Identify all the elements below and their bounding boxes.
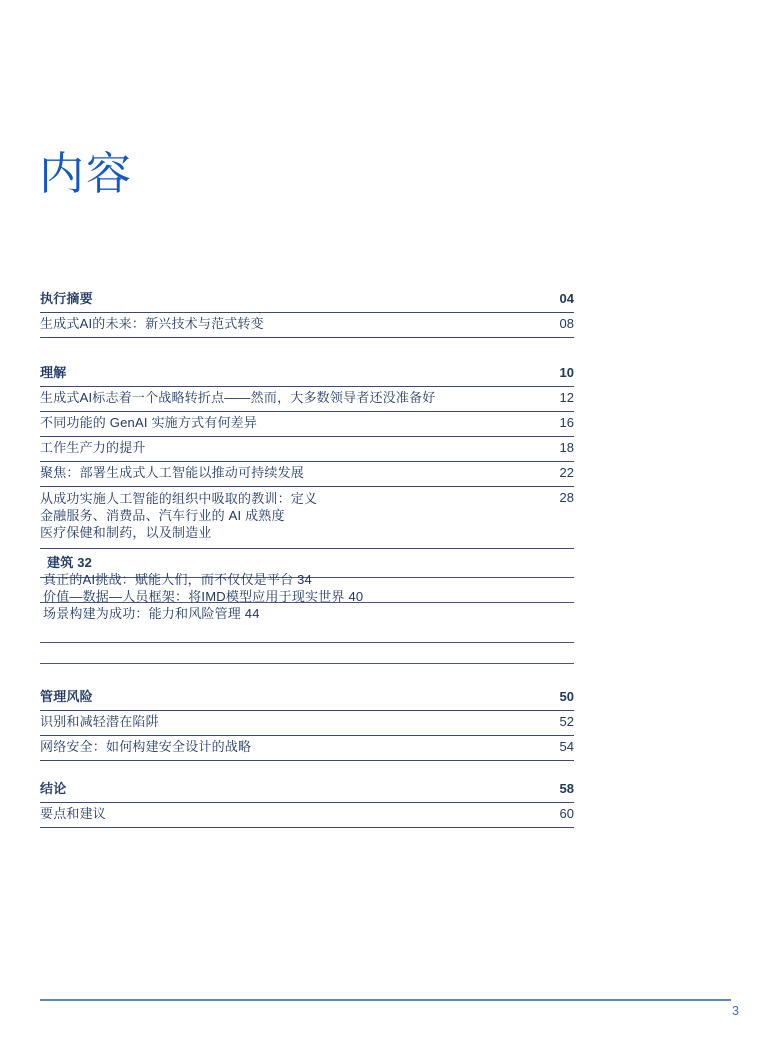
divider bbox=[40, 642, 574, 643]
toc-entry-page: 22 bbox=[559, 465, 574, 480]
toc-entry[interactable]: 场景构建为成功：能力和风险管理 44 bbox=[43, 606, 260, 621]
toc-entry-page: 28 bbox=[559, 490, 574, 505]
toc-entry[interactable] bbox=[40, 487, 574, 549]
toc-entry[interactable] bbox=[40, 313, 574, 338]
toc-entry-page: 12 bbox=[559, 390, 574, 405]
footer-divider bbox=[40, 999, 731, 1001]
toc-entry[interactable] bbox=[40, 387, 574, 412]
toc-entry-label: 识别和减轻潜在陷阱 bbox=[40, 714, 159, 729]
toc-entry-label: 工作生产力的提升 bbox=[40, 440, 146, 455]
toc-entry[interactable] bbox=[40, 288, 574, 313]
toc-entry-label-line: 金融服务、消费品、汽车行业的 AI 成熟度 bbox=[40, 508, 285, 523]
toc-group-understanding bbox=[40, 362, 574, 549]
toc-entry-label: 网络安全：如何构建安全设计的战略 bbox=[40, 739, 252, 754]
toc-entry-page: 52 bbox=[559, 714, 574, 729]
divider bbox=[40, 663, 574, 664]
toc-entry[interactable] bbox=[40, 362, 574, 387]
toc-entry[interactable] bbox=[40, 462, 574, 487]
toc-entry-label: 结论 bbox=[40, 781, 67, 796]
toc-entry-label-line: 医疗保健和制药，以及制造业 bbox=[40, 525, 212, 540]
toc-entry-label: 管理风险 bbox=[40, 689, 93, 704]
toc-entry[interactable]: 建筑 32 bbox=[47, 555, 93, 570]
toc-entry-page: 54 bbox=[559, 739, 574, 754]
toc-entry-label: 要点和建议 bbox=[40, 806, 107, 821]
toc-entry-label bbox=[40, 490, 317, 541]
toc-entry-page: 04 bbox=[559, 291, 574, 306]
toc-entry-label: 不同功能的 GenAI 实施方式有何差异 bbox=[40, 415, 258, 430]
toc-entry[interactable] bbox=[40, 412, 574, 437]
toc-entry-label: 执行摘要 bbox=[40, 291, 93, 306]
toc-entry[interactable] bbox=[40, 736, 574, 761]
toc-group-building bbox=[40, 554, 574, 666]
toc-entry-page: 10 bbox=[559, 365, 574, 380]
toc-entry-label-line: 从成功实施人工智能的组织中吸取的教训：定义 bbox=[40, 491, 318, 506]
toc-entry-page: 16 bbox=[559, 415, 574, 430]
toc-entry-page: 08 bbox=[559, 316, 574, 331]
toc-entry[interactable] bbox=[40, 686, 574, 711]
toc-entry[interactable] bbox=[40, 437, 574, 462]
toc-entry-page: 60 bbox=[559, 806, 574, 821]
page-number: 3 bbox=[732, 1004, 739, 1018]
toc-entry[interactable] bbox=[40, 803, 574, 828]
toc-entry-label: 理解 bbox=[40, 365, 67, 380]
toc-entry[interactable]: 真正的AI挑战：赋能人们，而不仅仅是平台 34 bbox=[43, 572, 312, 587]
toc-entry-page: 18 bbox=[559, 440, 574, 455]
toc-entry-label: 生成式AI标志着一个战略转折点——然而，大多数领导者还没准备好 bbox=[40, 390, 436, 405]
toc-entry-page: 50 bbox=[559, 689, 574, 704]
toc-group-conclusion bbox=[40, 778, 574, 828]
toc-entry-label: 聚焦：部署生成式人工智能以推动可持续发展 bbox=[40, 465, 305, 480]
toc-entry-label: 生成式AI的未来：新兴技术与范式转变 bbox=[40, 316, 264, 331]
toc-entry-page: 58 bbox=[559, 781, 574, 796]
toc-group-executive-summary bbox=[40, 288, 574, 338]
page-title: 内容 bbox=[39, 148, 134, 199]
toc-entry[interactable] bbox=[40, 711, 574, 736]
toc-group-managing-risk bbox=[40, 686, 574, 761]
toc-entry[interactable]: 价值—数据—人员框架：将IMD模型应用于现实世界 40 bbox=[43, 589, 364, 604]
toc-entry[interactable] bbox=[40, 778, 574, 803]
